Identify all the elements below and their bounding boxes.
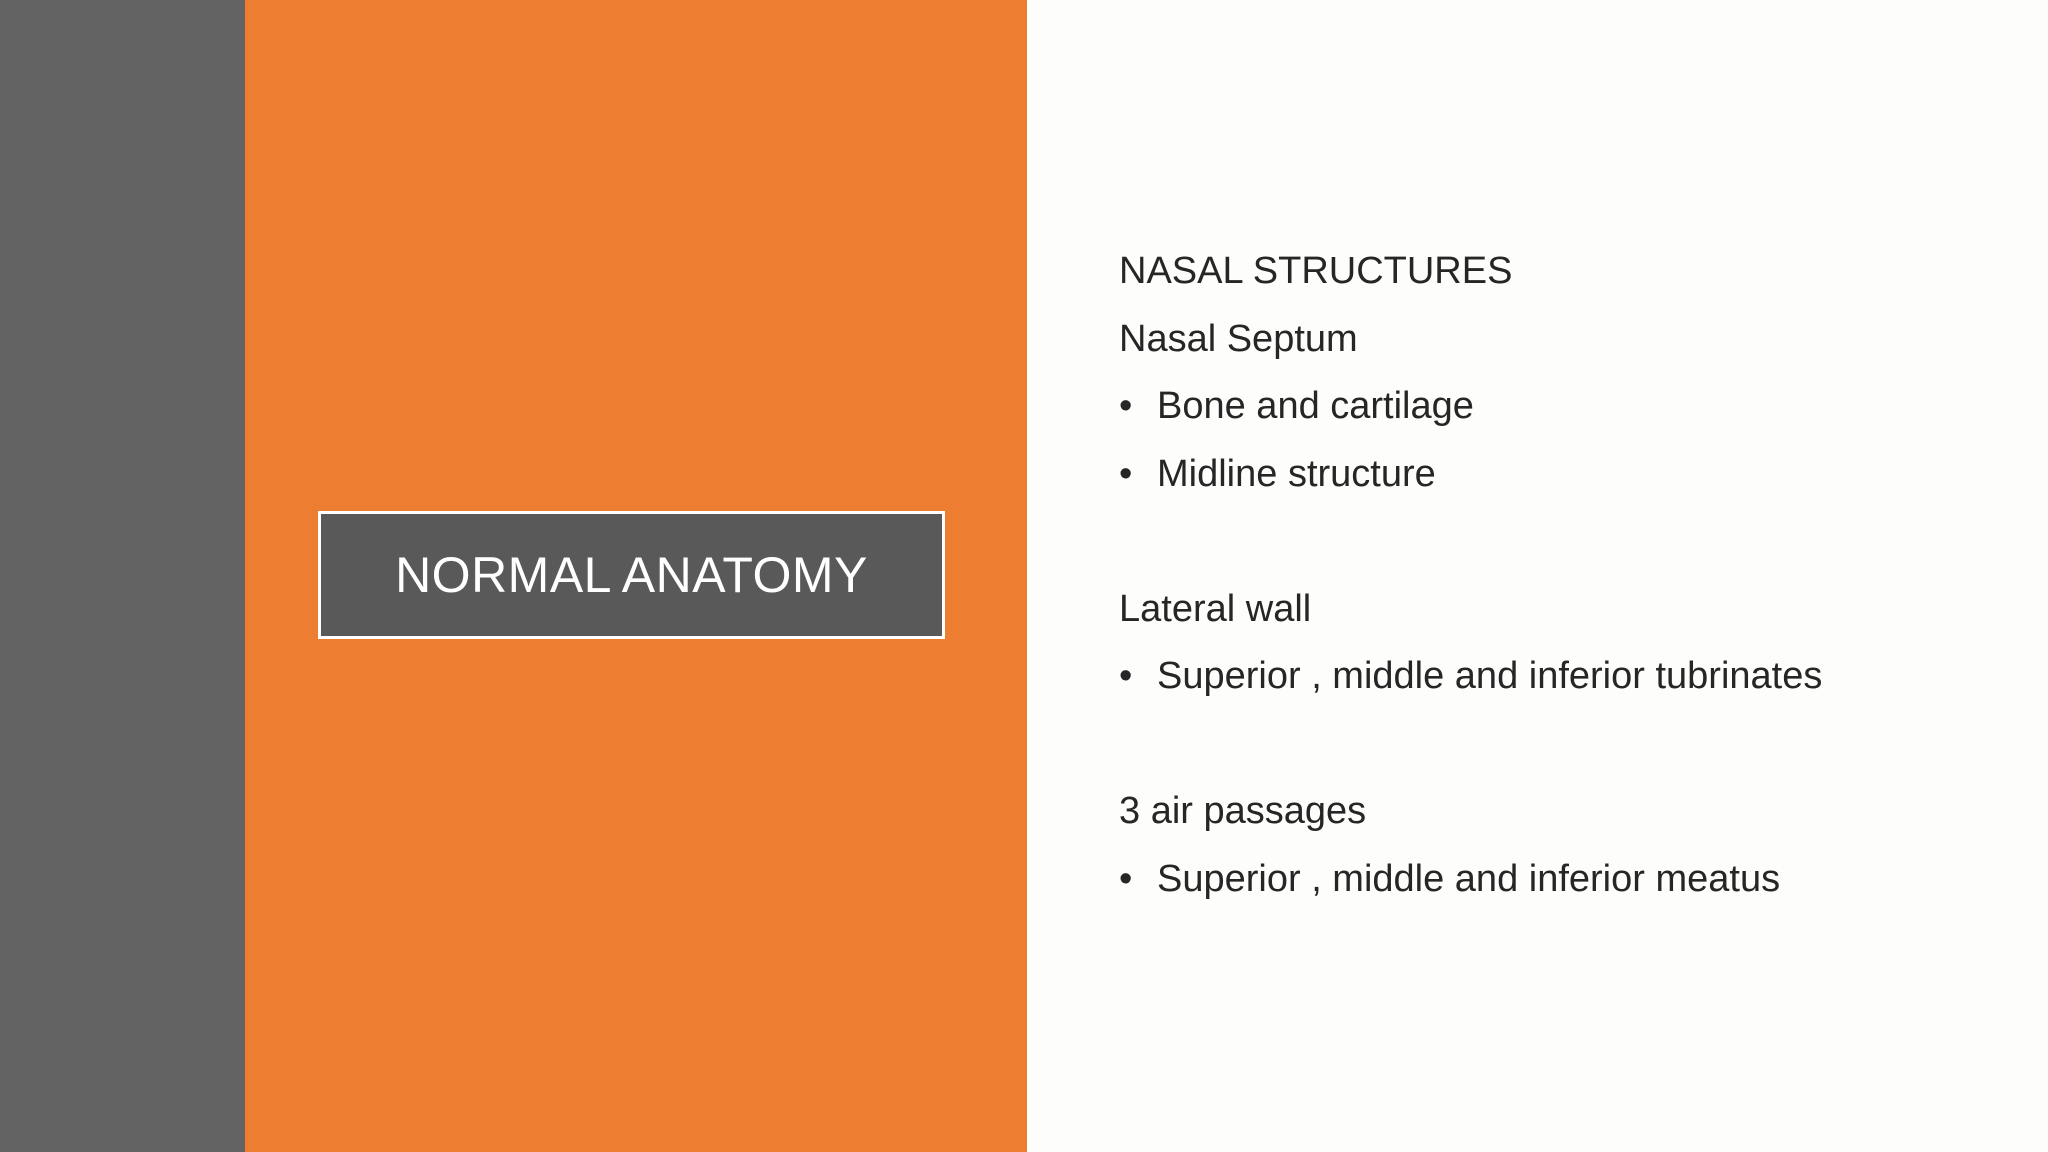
spacer	[1119, 517, 1999, 585]
list-item	[1119, 450, 1999, 518]
bullet-text: Superior , middle and inferior meatus	[1157, 857, 1781, 900]
section-heading: NASAL STRUCTURES	[1119, 250, 1513, 292]
title-box	[318, 511, 945, 639]
air-passages-label: 3 air passages	[1119, 790, 1367, 832]
spacer	[1119, 720, 1999, 788]
list-item	[1119, 652, 1999, 720]
list-item	[1119, 382, 1999, 450]
bullet-icon: •	[1119, 857, 1133, 900]
bullet-text: Bone and cartilage	[1157, 385, 1474, 427]
slide-title: NORMAL ANATOMY	[395, 547, 868, 603]
bullet-icon: •	[1119, 655, 1133, 697]
bullet-icon: •	[1119, 385, 1133, 427]
list-item	[1119, 855, 1999, 923]
septum-label: Nasal Septum	[1119, 317, 1358, 360]
bullet-text: Superior , middle and inferior tubrinates	[1157, 655, 1823, 697]
bullet-text: Midline structure	[1157, 452, 1436, 495]
lateral-wall-label: Lateral wall	[1119, 587, 1312, 630]
bullet-icon: •	[1119, 452, 1133, 495]
left-gray-strip	[0, 0, 245, 1152]
content-body	[1119, 247, 1999, 922]
